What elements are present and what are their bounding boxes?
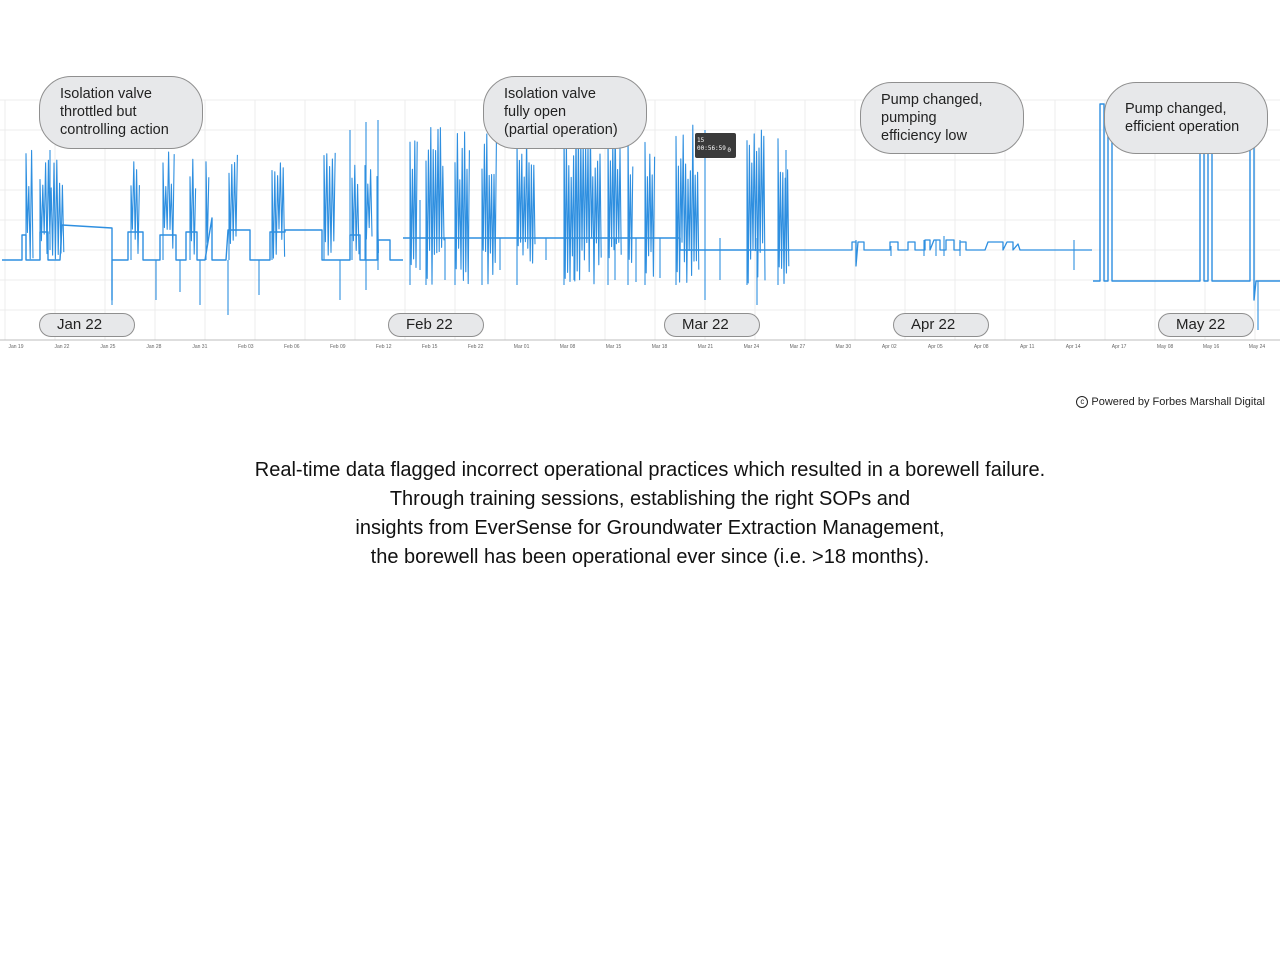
x-tick-label: Apr 05: [927, 344, 943, 350]
x-tick-label: Apr 08: [973, 344, 989, 350]
series-baseline-apr: [790, 240, 1092, 266]
x-tick-label: Mar 30: [835, 344, 852, 350]
x-tick-label: Jan 25: [100, 344, 116, 350]
series-burst: [778, 139, 789, 285]
annotation-pump-changed-efficient: Pump changed, efficient operation: [1104, 82, 1268, 154]
x-tick-label: Apr 14: [1065, 344, 1081, 350]
x-tick-label: Jan 28: [146, 344, 162, 350]
annotation-pump-changed-efficiency-low: Pump changed, pumping efficiency low: [860, 82, 1024, 154]
series-burst: [645, 142, 655, 285]
series-burst: [163, 152, 174, 260]
x-tick-label: Feb 06: [283, 344, 300, 350]
month-marker-apr-22: Apr 22: [893, 313, 989, 337]
series-burst: [272, 163, 285, 260]
month-marker-feb-22: Feb 22: [388, 313, 484, 337]
series-burst: [410, 141, 417, 285]
x-tick-label: Mar 01: [513, 344, 530, 350]
series-burst: [747, 130, 765, 285]
credit: [1076, 396, 1265, 408]
credit-text: Powered by Forbes Marshall Digital: [1091, 396, 1265, 408]
series-burst: [324, 153, 335, 260]
series-burst: [564, 125, 601, 285]
annotation-isolation-valve-fully-open: Isolation valve fully open (partial operation): [483, 76, 647, 149]
caption-line: the borewell has been operational ever since (i.e. >18 months).: [370, 546, 930, 568]
x-tick-label: Feb 22: [467, 344, 484, 350]
x-tick-label: Apr 02: [881, 344, 897, 350]
caption-line: Through training sessions, establishing the right SOPs and: [389, 488, 911, 510]
x-tick-label: Jan 31: [192, 344, 208, 350]
x-axis: [8, 344, 1265, 350]
month-marker-mar-22: Mar 22: [664, 313, 760, 337]
x-tick-label: May 08: [1156, 344, 1174, 350]
x-tick-label: Mar 08: [559, 344, 576, 350]
tooltip-time: 15 00:56:59: [697, 137, 726, 152]
x-tick-label: Feb 09: [329, 344, 346, 350]
caption-line: Real-time data flagged incorrect operational practices which resulted in a borewell failure.: [254, 459, 1046, 481]
x-tick-label: Mar 18: [651, 344, 668, 350]
data-tooltip: [695, 133, 736, 158]
series-baseline-jan: [2, 218, 403, 300]
series-burst: [26, 150, 33, 260]
series-burst: [628, 134, 633, 285]
series-burst: [455, 132, 469, 285]
x-tick-label: Mar 24: [743, 344, 760, 350]
x-tick-label: Jan 22: [54, 344, 70, 350]
series-burst: [190, 159, 196, 260]
x-tick-label: Jan 19: [8, 344, 24, 350]
annotation-isolation-valve-throttled: Isolation valve throttled but controlling action: [39, 76, 203, 149]
x-tick-label: May 16: [1202, 344, 1220, 350]
caption: [0, 456, 1280, 572]
tooltip-value: 0: [727, 147, 731, 154]
month-marker-jan-22: Jan 22: [39, 313, 135, 337]
x-tick-label: Feb 15: [421, 344, 438, 350]
series-burst: [426, 128, 444, 285]
x-tick-label: Mar 27: [789, 344, 806, 350]
x-tick-label: Apr 17: [1111, 344, 1127, 350]
series-burst: [131, 162, 139, 260]
x-tick-label: Feb 12: [375, 344, 392, 350]
x-tick-label: May 24: [1248, 344, 1266, 350]
x-tick-label: Feb 03: [238, 344, 254, 350]
copyright-icon: c: [1076, 396, 1088, 408]
x-tick-label: Mar 15: [605, 344, 622, 350]
x-tick-label: Mar 21: [697, 344, 714, 350]
month-marker-may-22: May 22: [1158, 313, 1254, 337]
series-burst: [482, 134, 496, 285]
x-tick-label: Apr 11: [1019, 344, 1035, 350]
caption-line: insights from EverSense for Groundwater Extraction Management,: [355, 517, 945, 539]
series-burst: [229, 155, 237, 260]
